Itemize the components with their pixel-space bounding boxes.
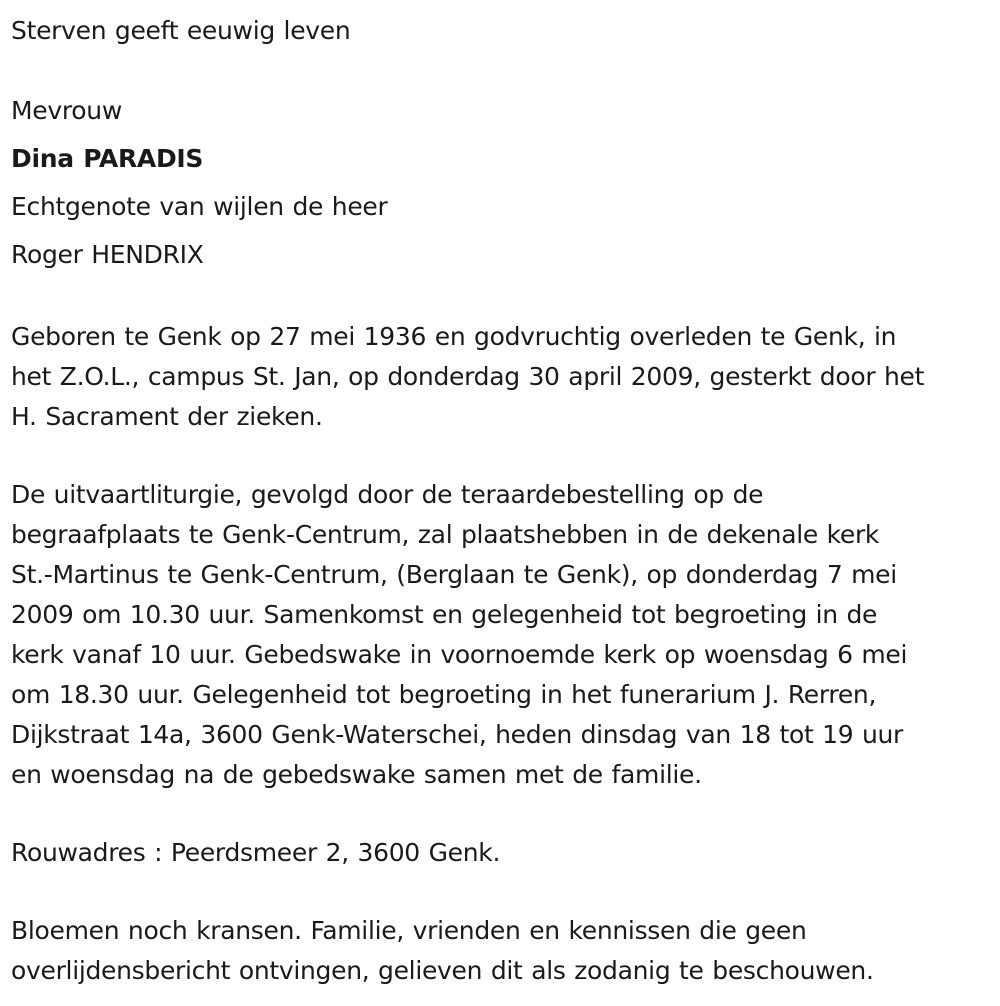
- paragraph-line: begraafplaats te Genk-Centrum, zal plaatshebben in de dekenale kerk: [11, 520, 880, 549]
- paragraph-line: kerk vanaf 10 uur. Gebedswake in voornoemde kerk op woensdag 6 mei: [11, 640, 908, 669]
- mourning-address: Rouwadres : Peerdsmeer 2, 3600 Genk.: [11, 838, 501, 867]
- spouse-intro: Echtgenote van wijlen de heer: [11, 192, 388, 221]
- paragraph-line: Geboren te Genk op 27 mei 1936 en godvruchtig overleden te Genk, in: [11, 322, 897, 351]
- spacer: [11, 873, 996, 911]
- funeral-paragraph: [11, 475, 996, 795]
- spacer: [11, 279, 996, 317]
- paragraph-line: overlijdensbericht ontvingen, gelieven dit als zodanig te beschouwen.: [11, 956, 874, 985]
- paragraph-line: Dijkstraat 14a, 3600 Genk-Waterschei, heden dinsdag van 18 tot 19 uur: [11, 720, 904, 749]
- paragraph-line: Bloemen noch kransen. Familie, vrienden en kennissen die geen: [11, 916, 807, 945]
- spacer: [11, 437, 996, 475]
- paragraph-line: De uitvaartliturgie, gevolgd door de teraardebestelling op de: [11, 480, 764, 509]
- birth-death-paragraph: [11, 317, 996, 437]
- spacer: [11, 795, 996, 833]
- deceased-name: Dina PARADIS: [11, 144, 204, 173]
- paragraph-line: St.-Martinus te Genk-Centrum, (Berglaan te Genk), op donderdag 7 mei: [11, 560, 897, 589]
- paragraph-line: H. Sacrament der zieken.: [11, 402, 323, 431]
- spacer: [11, 55, 996, 87]
- spouse-name: Roger HENDRIX: [11, 240, 204, 269]
- paragraph-line: het Z.O.L., campus St. Jan, op donderdag 30 april 2009, gesterkt door het: [11, 362, 925, 391]
- paragraph-line: om 18.30 uur. Gelegenheid tot begroeting in het funerarium J. Rerren,: [11, 680, 877, 709]
- flowers-paragraph: [11, 911, 996, 991]
- motto: Sterven geeft eeuwig leven: [11, 16, 351, 45]
- paragraph-line: en woensdag na de gebedswake samen met de familie.: [11, 760, 702, 789]
- honorific: Mevrouw: [11, 96, 122, 125]
- obituary-notice: [11, 7, 996, 991]
- paragraph-line: 2009 om 10.30 uur. Samenkomst en gelegenheid tot begroeting in de: [11, 600, 878, 629]
